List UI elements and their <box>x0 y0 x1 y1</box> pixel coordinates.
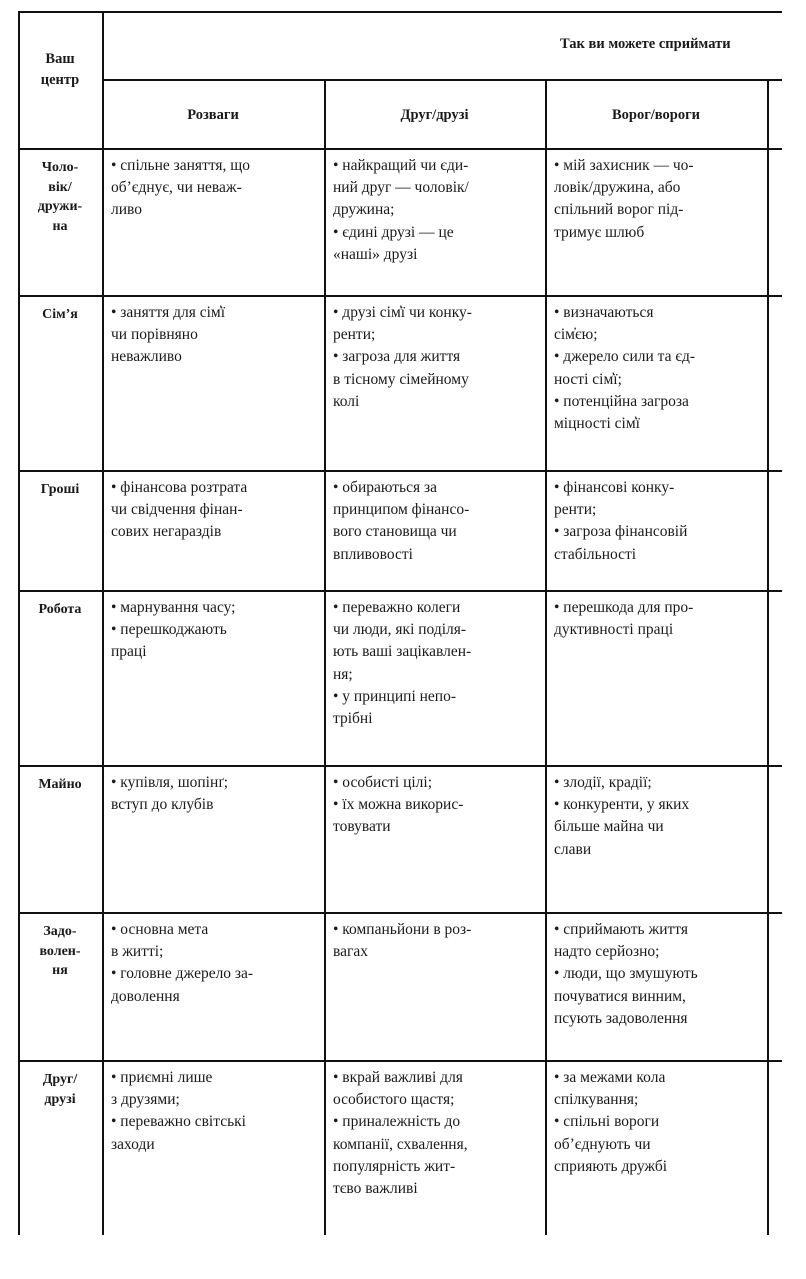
cell-text-line: неважливо <box>111 348 182 366</box>
cell-text-line: вагах <box>333 943 368 961</box>
cell-text-line: принципом фінансо- <box>333 501 470 519</box>
row-header-line: Майно <box>38 777 82 792</box>
cell-text-line: • друзі сім̓ї чи конку- <box>333 304 472 321</box>
cell-text-line: • особисті цілі; <box>333 774 433 791</box>
cell-text-line: • загроза фінансовій <box>554 523 688 541</box>
cell-text-line: сових негараздів <box>111 523 222 541</box>
cell-text-line: • у принципі непо- <box>333 687 457 705</box>
column-header-friends: Друг/друзі <box>400 107 469 123</box>
super-header: Так ви можете сприймати <box>560 36 731 52</box>
cell-text-line: ності сім̓ї; <box>554 370 622 388</box>
cell-text-line: об’єднують чи <box>554 1135 651 1153</box>
cell-text-line: • головне джерело за- <box>111 965 254 983</box>
cell-text-line: більше майна чи <box>554 818 664 836</box>
column-header-entertainment: Розваги <box>187 107 239 123</box>
table-cell <box>554 597 764 641</box>
column-divider <box>767 79 769 1235</box>
row-header-line: дружи- <box>37 199 83 214</box>
cell-text-line: • купівля, шопінґ; <box>111 774 229 791</box>
cell-text-line: сприяють дружбі <box>554 1157 668 1175</box>
cell-text-line: колі <box>333 392 360 410</box>
row-divider <box>18 765 782 767</box>
row-divider <box>18 470 782 472</box>
cell-text-line: ня; <box>333 665 353 683</box>
corner-header-line: Ваш <box>45 51 75 67</box>
cell-text-line: спільний ворог під- <box>554 201 684 219</box>
column-divider <box>324 79 326 1235</box>
cell-text-line: ренти; <box>333 326 376 344</box>
row-header-center <box>18 480 102 500</box>
table-cell <box>333 155 542 266</box>
row-header-line: ня <box>52 963 68 978</box>
cell-text-line: міцності сім̓ї <box>554 415 640 433</box>
values-table <box>18 11 782 1235</box>
table-cell <box>554 919 764 1030</box>
table-cell <box>554 772 764 861</box>
row-header-center <box>18 1070 102 1109</box>
cell-text-line: ренти; <box>554 501 597 519</box>
cell-text-line: • мій захисник — чо- <box>554 157 694 174</box>
cell-text-line: доволення <box>111 987 180 1005</box>
column-divider <box>545 79 547 1235</box>
column-header-enemies: Ворог/вороги <box>611 107 701 123</box>
row-header-line: Гроші <box>40 482 80 497</box>
table-cell <box>554 155 764 244</box>
cell-text-line: • потенційна загроза <box>554 392 689 410</box>
cell-text-line: • люди, що змушують <box>554 965 698 983</box>
table-cell <box>554 1067 764 1178</box>
table-cell <box>111 919 321 1008</box>
cell-text-line: впливовості <box>333 545 413 563</box>
row-header-center <box>18 775 102 795</box>
table-cell <box>111 597 321 664</box>
table-cell <box>111 1067 321 1156</box>
cell-text-line: • обираються за <box>333 479 437 496</box>
row-divider <box>18 295 782 297</box>
cell-text-line: • конкуренти, у яких <box>554 796 690 814</box>
cell-text-line: • сприймають життя <box>554 921 688 938</box>
cell-text-line: в житті; <box>111 943 164 961</box>
cell-text-line: заходи <box>111 1135 155 1153</box>
table-cell <box>111 155 321 222</box>
cell-text-line: • найкращий чи єди- <box>333 157 469 174</box>
cell-text-line: • їх можна викорис- <box>333 796 464 814</box>
cell-text-line: слави <box>554 840 592 858</box>
cell-text-line: • загроза для життя <box>333 348 461 366</box>
row-header-center <box>18 305 102 325</box>
table-cell <box>111 772 321 816</box>
table-cell <box>333 772 542 839</box>
cell-text-line: особистого щастя; <box>333 1091 455 1109</box>
cell-text-line: • заняття для сім̓ї <box>111 304 226 321</box>
row-header-line: Робота <box>38 602 82 617</box>
cell-text-line: з друзями; <box>111 1091 180 1109</box>
cell-text-line: чи порівняно <box>111 326 198 344</box>
cell-text-line: • приналежність до <box>333 1113 461 1131</box>
cell-text-line: спілкування; <box>554 1091 639 1109</box>
table-cell <box>333 1067 542 1200</box>
table-cell <box>333 919 542 963</box>
table-cell <box>333 302 542 413</box>
cell-text-line: чи люди, які поділя- <box>333 621 467 639</box>
cell-text-line: • переважно колеги <box>333 599 461 616</box>
table-cell <box>333 477 542 566</box>
cell-text-line: популярність жит- <box>333 1157 456 1175</box>
cell-text-line: • перешкоджають <box>111 621 227 639</box>
cell-text-line: • фінансова розтрата <box>111 479 248 496</box>
row-divider <box>18 912 782 914</box>
table-cell <box>333 597 542 730</box>
row-header-line: Сім’я <box>42 307 78 322</box>
row-header-line: Чоло- <box>41 160 79 175</box>
row-header-line: на <box>52 218 68 234</box>
cell-text-line: почуватися винним, <box>554 987 686 1005</box>
cell-text-line: • фінансові конку- <box>554 479 675 496</box>
row-header-line: волен- <box>39 943 81 959</box>
cell-text-line: • марнування часу; <box>111 599 236 616</box>
cell-text-line: тєво важливі <box>333 1180 418 1198</box>
table-border-top <box>18 11 782 13</box>
cell-text-line: в тісному сімейному <box>333 370 469 388</box>
cell-text-line: «наші» друзі <box>333 245 418 263</box>
cell-text-line: • злодії, крадії; <box>554 774 652 791</box>
cell-text-line: дуктивності праці <box>554 621 674 639</box>
row-header-line: Друг/ <box>42 1072 78 1087</box>
super-header-divider <box>102 79 782 81</box>
cell-text-line: • за межами кола <box>554 1069 666 1086</box>
cell-text-line: • джерело сили та єд- <box>554 348 696 366</box>
cell-text-line: компанії, схвалення, <box>333 1135 468 1153</box>
cell-text-line: чи свідчення фінан- <box>111 501 243 519</box>
cell-text-line: • визначаються <box>554 304 654 321</box>
row-header-center <box>18 158 102 236</box>
row-divider <box>18 1060 782 1062</box>
cell-text-line: дружина; <box>333 201 395 219</box>
cell-text-line: надто серйозно; <box>554 943 660 961</box>
header-bottom-line <box>18 148 782 150</box>
cell-text-line: тримує шлюб <box>554 223 645 241</box>
row-header-line: вік/ <box>48 179 72 195</box>
row-header-center <box>18 600 102 620</box>
row-header-line: друзі <box>44 1091 76 1107</box>
row-divider <box>18 590 782 592</box>
cell-text-line: • спільне заняття, що <box>111 157 250 174</box>
cell-text-line: ють ваші зацікавлен- <box>333 643 472 661</box>
corner-header-line: центр <box>40 72 80 88</box>
row-header-line: Задо- <box>43 924 77 939</box>
cell-text-line: • переважно світські <box>111 1113 246 1131</box>
cell-text-line: • єдині друзі — це <box>333 223 454 241</box>
row-header-center <box>18 922 102 981</box>
table-cell <box>554 477 764 566</box>
cell-text-line: • компаньйони в роз- <box>333 921 472 938</box>
cell-text-line: товувати <box>333 818 391 836</box>
cell-text-line: вого становища чи <box>333 523 457 541</box>
table-cell <box>111 477 321 544</box>
cell-text-line: псують задоволення <box>554 1009 688 1027</box>
table-cell <box>111 302 321 369</box>
cell-text-line: праці <box>111 643 147 661</box>
cell-text-line: • приємні лише <box>111 1069 213 1086</box>
table-cell <box>554 302 764 435</box>
column-divider <box>102 11 104 1235</box>
cell-text-line: ловік/дружина, або <box>554 179 681 197</box>
cell-text-line: вступ до клубів <box>111 796 214 814</box>
cell-text-line: ливо <box>111 201 142 219</box>
cell-text-line: ний друг — чоловік/ <box>333 179 469 197</box>
corner-header <box>18 49 102 91</box>
cell-text-line: • перешкода для про- <box>554 599 694 616</box>
cell-text-line: • основна мета <box>111 921 209 938</box>
cell-text-line: сім̓єю; <box>554 326 598 344</box>
cell-text-line: об’єднує, чи неваж- <box>111 179 242 197</box>
cell-text-line: трібні <box>333 710 373 728</box>
cell-text-line: стабільності <box>554 545 637 563</box>
cell-text-line: • спільні вороги <box>554 1113 660 1131</box>
cell-text-line: • вкрай важливі для <box>333 1069 463 1086</box>
